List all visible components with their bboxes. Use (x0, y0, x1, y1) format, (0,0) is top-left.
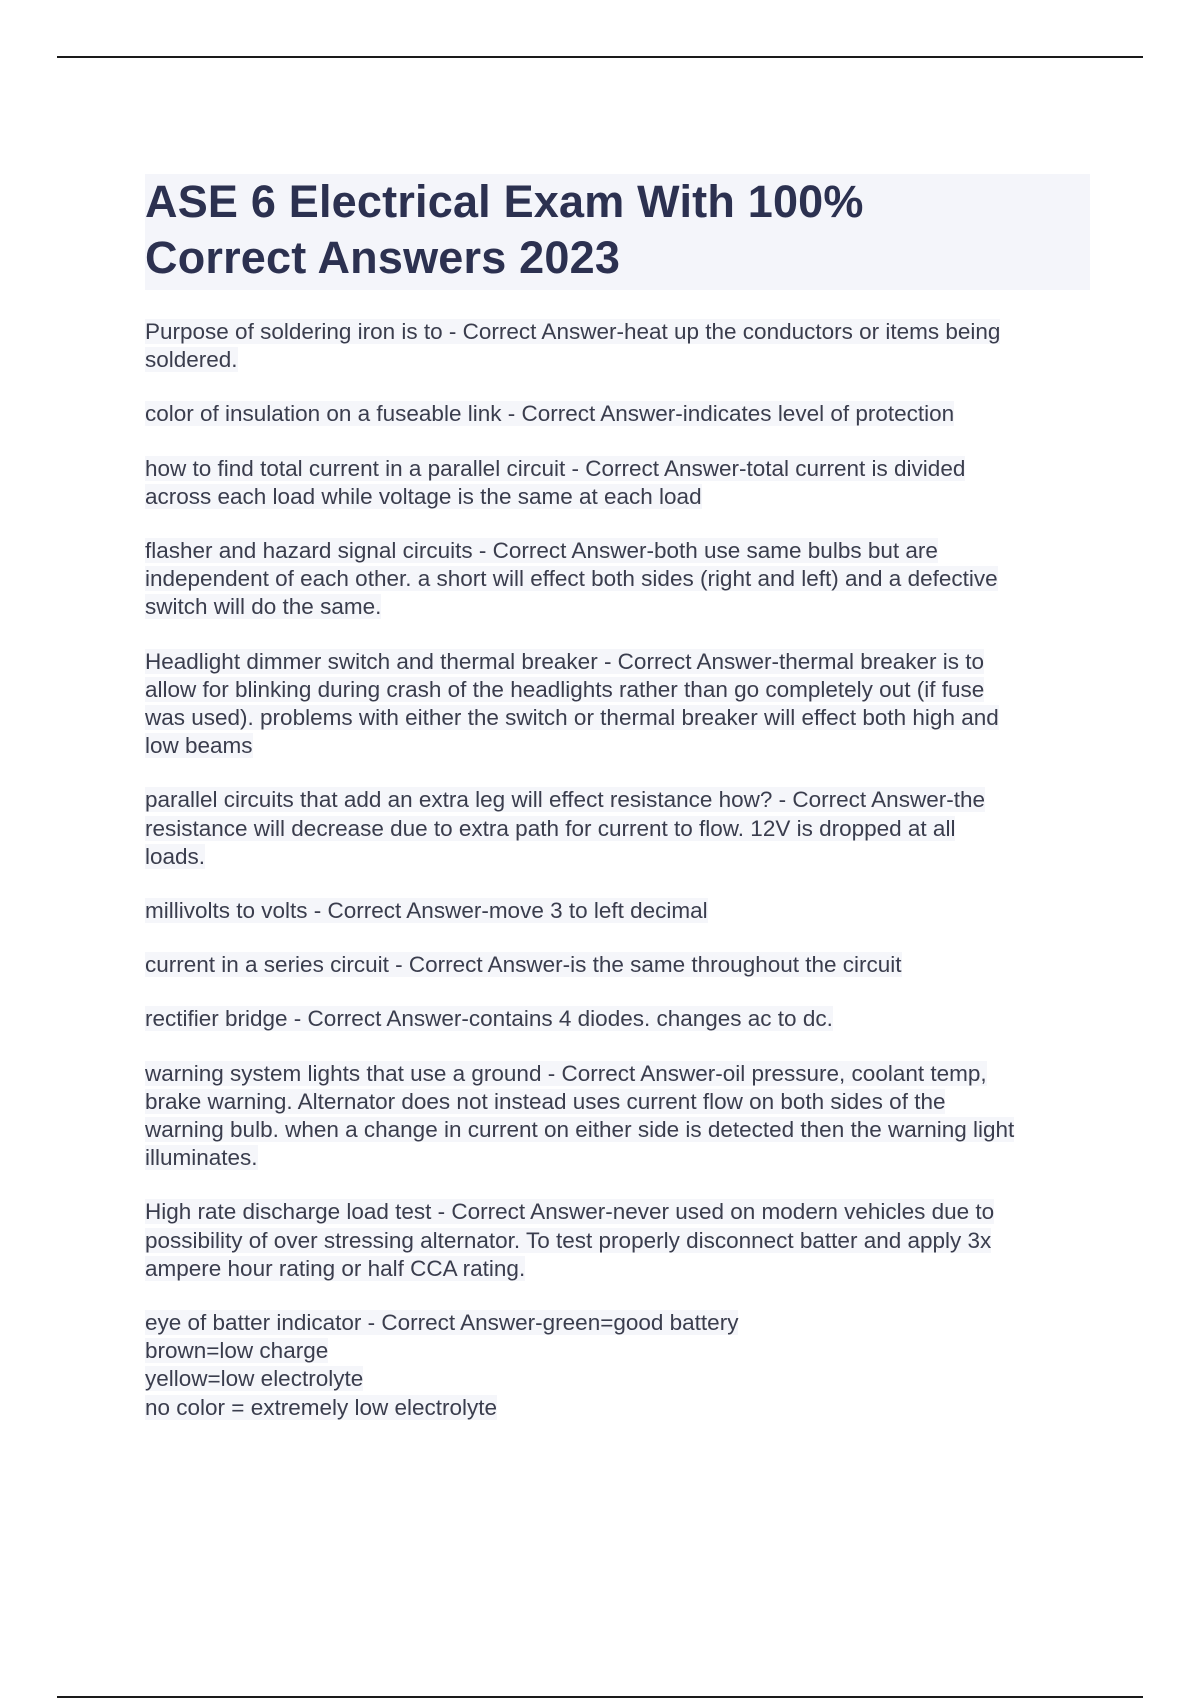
qa-text: flasher and hazard signal circuits - Correct Answer-both use same bulbs but are independent of each other. a short will effect both sides (right and left) and a defective switch will do the same. (145, 538, 998, 620)
qa-text: High rate discharge load test - Correct Answer-never used on modern vehicles due to possibility of over stressing alternator. To test properly disconnect batter and apply 3x ampere hour rating or half CCA rating. (145, 1199, 995, 1281)
qa-entry (145, 455, 1090, 511)
qa-entry (145, 951, 1090, 979)
qa-text: current in a series circuit - Correct Answer-is the same throughout the circuit (145, 952, 902, 978)
qa-entry (145, 1309, 1090, 1422)
document-body (145, 174, 1090, 1448)
bottom-rule (57, 1696, 1143, 1698)
title-line-1: ASE 6 Electrical Exam With 100% (145, 176, 864, 227)
document-title (145, 174, 1086, 286)
qa-text: eye of batter indicator - Correct Answer-green=good battery brown=low charge yellow=low electrolyte no color = extremely low electrolyte (145, 1310, 739, 1420)
qa-entry (145, 1060, 1090, 1173)
qa-entry (145, 318, 1090, 374)
qa-text: Purpose of soldering iron is to - Correct Answer-heat up the conductors or items being soldered. (145, 319, 1001, 373)
qa-text: parallel circuits that add an extra leg will effect resistance how? - Correct Answer-the resistance will decrease due to extra path for current to flow. 12V is dropped at all loads. (145, 787, 985, 869)
qa-entry (145, 897, 1090, 925)
qa-entry (145, 1005, 1090, 1033)
qa-entry (145, 648, 1090, 761)
qa-text: millivolts to volts - Correct Answer-move 3 to left decimal (145, 898, 708, 924)
qa-entry (145, 1198, 1090, 1283)
title-block (145, 174, 1090, 290)
qa-entry (145, 400, 1090, 428)
qa-text: warning system lights that use a ground - Correct Answer-oil pressure, coolant temp, brake warning. Alternator does not instead uses current flow on both sides of the warning bulb. when a change in current on either side is detected then the warning light illuminates. (145, 1060, 1015, 1171)
qa-entry (145, 786, 1090, 871)
qa-text: how to find total current in a parallel circuit - Correct Answer-total current is divided across each load while voltage is the same at each load (145, 455, 966, 509)
title-line-2: Correct Answers 2023 (145, 232, 621, 283)
qa-text: color of insulation on a fuseable link - Correct Answer-indicates level of protection (145, 401, 955, 427)
top-rule (57, 56, 1143, 58)
qa-entry (145, 537, 1090, 622)
qa-text: Headlight dimmer switch and thermal breaker - Correct Answer-thermal breaker is to allow for blinking during crash of the headlights rather than go completely out (if fuse was used). problems with either the switch or thermal breaker will effect both high and low beams (145, 648, 999, 759)
qa-text: rectifier bridge - Correct Answer-contains 4 diodes. changes ac to dc. (145, 1006, 833, 1032)
